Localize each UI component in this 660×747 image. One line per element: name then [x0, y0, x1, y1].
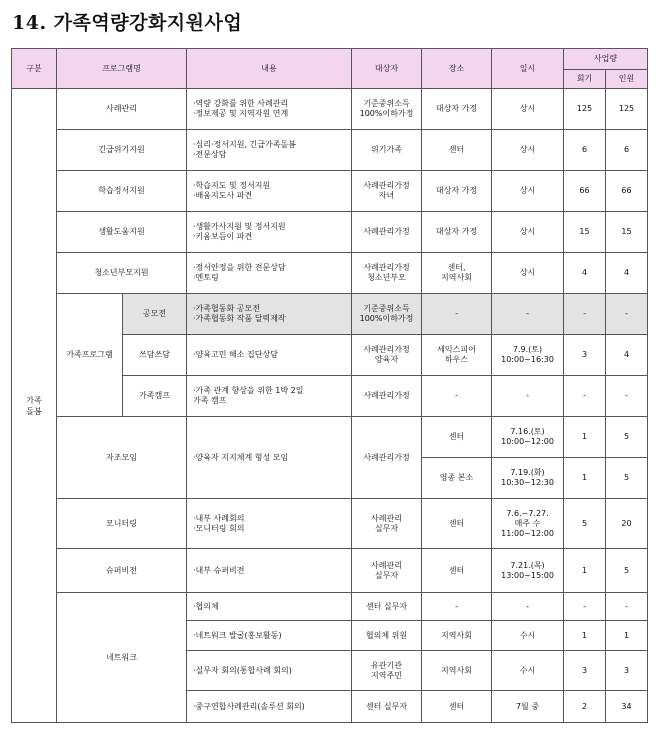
- program-name: 청소년부모지원: [57, 253, 187, 294]
- persons-cell: 125: [606, 89, 648, 130]
- table-row: [12, 212, 648, 253]
- times-cell: 1: [564, 549, 606, 593]
- content-cell: [187, 593, 352, 621]
- header-content: 내용: [187, 49, 352, 89]
- times-cell: 15: [564, 212, 606, 253]
- content-line: ·심리·정서지원, 긴급가족돌봄: [193, 140, 296, 149]
- target-cell: 기준중위소득 100%이하가정: [352, 89, 422, 130]
- times-cell: 1: [564, 621, 606, 651]
- target-cell: 위기가족: [352, 130, 422, 171]
- table-row: [12, 253, 648, 294]
- target-cell: 사례관리가정: [352, 212, 422, 253]
- content-line: ·중구연합사례관리(솔루션 회의): [193, 701, 305, 711]
- times-cell: 5: [564, 499, 606, 549]
- program-name: 네트워크: [57, 593, 187, 723]
- content-cell: [187, 89, 352, 130]
- place-cell: 대상자 가정: [422, 171, 492, 212]
- content-line: ·양육고민 해소 집단상담: [193, 350, 278, 359]
- content-line: ·전문상담: [193, 150, 227, 159]
- content-cell: [187, 651, 352, 691]
- date-cell: 7.9.(토) 10:00~16:30: [492, 335, 564, 376]
- date-cell: 7월 중: [492, 691, 564, 723]
- place-cell: 센터: [422, 499, 492, 549]
- times-cell: 2: [564, 691, 606, 723]
- place-cell: -: [422, 593, 492, 621]
- persons-cell: 34: [606, 691, 648, 723]
- content-line: ·역량 강화를 위한 사례관리: [193, 99, 289, 108]
- table-row: [12, 593, 648, 621]
- date-cell: -: [492, 294, 564, 335]
- content-line: ·생활가사지원 및 정서지원: [193, 222, 286, 231]
- target-cell: 기준중위소득 100%이하가정: [352, 294, 422, 335]
- persons-cell: 6: [606, 130, 648, 171]
- category-group-label: 가족 돌봄: [12, 89, 57, 723]
- program-table: [11, 48, 648, 723]
- persons-cell: 5: [606, 549, 648, 593]
- persons-cell: 1: [606, 621, 648, 651]
- persons-cell: 4: [606, 253, 648, 294]
- content-cell: [187, 253, 352, 294]
- content-cell: [187, 212, 352, 253]
- place-cell: 센터: [422, 417, 492, 458]
- content-line: ·모니터링 회의: [193, 523, 245, 533]
- date-cell: 7.6.~7.27. 매주 수 11:00~12:00: [492, 499, 564, 549]
- target-cell: 사례관리가정: [352, 417, 422, 499]
- content-cell: [187, 171, 352, 212]
- times-cell: 1: [564, 417, 606, 458]
- date-cell: 상시: [492, 253, 564, 294]
- times-cell: 1: [564, 458, 606, 499]
- date-cell: 7.19.(화) 10:30~12:30: [492, 458, 564, 499]
- table-row: [12, 294, 648, 335]
- header-times: 회기: [564, 70, 606, 89]
- program-name: 생활도움지원: [57, 212, 187, 253]
- header-place: 장소: [422, 49, 492, 89]
- place-cell: 센터: [422, 691, 492, 723]
- table-row: [12, 417, 648, 458]
- place-cell: 지역사회: [422, 651, 492, 691]
- place-cell: 대상자 가정: [422, 89, 492, 130]
- times-cell: -: [564, 593, 606, 621]
- target-cell: 사례관리 실무자: [352, 549, 422, 593]
- content-line: ·정서안정을 위한 전문상담: [193, 263, 286, 272]
- header-persons: 인원: [606, 70, 648, 89]
- program-name: 모니터링: [57, 499, 187, 549]
- content-cell: [187, 294, 352, 335]
- content-line: ·내부 사례회의: [193, 513, 245, 523]
- program-name: 사례관리: [57, 89, 187, 130]
- persons-cell: 5: [606, 458, 648, 499]
- times-cell: 66: [564, 171, 606, 212]
- place-cell: -: [422, 376, 492, 417]
- target-cell: 센터 실무자: [352, 691, 422, 723]
- persons-cell: -: [606, 294, 648, 335]
- date-cell: 수시: [492, 651, 564, 691]
- program-name: 긴급위기지원: [57, 130, 187, 171]
- place-cell: 센터, 지역사회: [422, 253, 492, 294]
- content-line: ·가족협동화 공모전: [193, 304, 260, 313]
- date-cell: 상시: [492, 130, 564, 171]
- table-row: [12, 89, 648, 130]
- times-cell: 4: [564, 253, 606, 294]
- content-line: ·협의체: [193, 601, 219, 611]
- persons-cell: 3: [606, 651, 648, 691]
- table-row: [12, 171, 648, 212]
- content-cell: [187, 499, 352, 549]
- target-cell: 센터 실무자: [352, 593, 422, 621]
- content-cell: [187, 335, 352, 376]
- times-cell: 6: [564, 130, 606, 171]
- content-line: ·가족협동화 작품 달력제작: [193, 314, 286, 323]
- target-cell: 사례관리 실무자: [352, 499, 422, 549]
- place-cell: -: [422, 294, 492, 335]
- table-row: [12, 549, 648, 593]
- date-cell: 상시: [492, 89, 564, 130]
- content-line: ·네트워크 발굴(홍보활동): [193, 630, 282, 640]
- content-cell: [187, 621, 352, 651]
- content-line: ·학습지도 및 정서지원: [193, 181, 271, 190]
- times-cell: 3: [564, 651, 606, 691]
- persons-cell: 15: [606, 212, 648, 253]
- date-cell: 상시: [492, 171, 564, 212]
- content-line: ·양육자 지지체계 형성 모임: [193, 452, 289, 462]
- place-cell: 지역사회: [422, 621, 492, 651]
- target-cell: 유관기관 지역주민: [352, 651, 422, 691]
- content-line: ·내부 슈퍼비전: [193, 565, 245, 575]
- date-cell: -: [492, 376, 564, 417]
- content-line: 가족 캠프: [193, 396, 227, 405]
- header-program: 프로그램명: [57, 49, 187, 89]
- content-line: ·배움지도사 파견: [193, 191, 253, 200]
- date-cell: -: [492, 593, 564, 621]
- content-line: ·실무자 회의(통합사례 회의): [193, 665, 292, 675]
- content-cell: [187, 549, 352, 593]
- target-cell: 사례관리가정 청소년부모: [352, 253, 422, 294]
- program-name: 가족캠프: [123, 376, 187, 417]
- target-cell: 사례관리가정: [352, 376, 422, 417]
- persons-cell: 20: [606, 499, 648, 549]
- date-cell: 수시: [492, 621, 564, 651]
- date-cell: 7.21.(목) 13:00~15:00: [492, 549, 564, 593]
- place-cell: 대상자 가정: [422, 212, 492, 253]
- content-line: ·정보제공 및 지역자원 연계: [193, 109, 289, 118]
- page-title: 14. 가족역량강화지원사업: [12, 12, 243, 34]
- header-category: 구분: [12, 49, 57, 89]
- place-cell: 센터: [422, 549, 492, 593]
- target-cell: 협의체 위원: [352, 621, 422, 651]
- content-cell: [187, 417, 352, 499]
- program-name: 공모전: [123, 294, 187, 335]
- persons-cell: 66: [606, 171, 648, 212]
- times-cell: -: [564, 294, 606, 335]
- header-volume: 사업량: [564, 49, 648, 70]
- place-cell: 영종 본소: [422, 458, 492, 499]
- target-cell: 사례관리가정 자녀: [352, 171, 422, 212]
- program-name: 학습정서지원: [57, 171, 187, 212]
- persons-cell: -: [606, 593, 648, 621]
- table-row: [12, 499, 648, 549]
- times-cell: 125: [564, 89, 606, 130]
- times-cell: 3: [564, 335, 606, 376]
- place-cell: 세익스피어 하우스: [422, 335, 492, 376]
- place-cell: 센터: [422, 130, 492, 171]
- content-line: ·키움보듬이 파견: [193, 232, 253, 241]
- content-cell: [187, 691, 352, 723]
- date-cell: 상시: [492, 212, 564, 253]
- content-line: ·가족 관계 향상을 위한 1박 2일: [193, 386, 304, 395]
- times-cell: -: [564, 376, 606, 417]
- header-target: 대상자: [352, 49, 422, 89]
- persons-cell: -: [606, 376, 648, 417]
- persons-cell: 4: [606, 335, 648, 376]
- family-program-label: 가족프로그램: [57, 294, 123, 417]
- content-line: ·멘토링: [193, 273, 219, 282]
- program-name: 슈퍼비전: [57, 549, 187, 593]
- persons-cell: 5: [606, 417, 648, 458]
- program-name: 자조모임: [57, 417, 187, 499]
- date-cell: 7.16.(토) 10:00~12:00: [492, 417, 564, 458]
- content-cell: [187, 130, 352, 171]
- header-date: 일시: [492, 49, 564, 89]
- target-cell: 사례관리가정 양육자: [352, 335, 422, 376]
- table-row: [12, 130, 648, 171]
- content-cell: [187, 376, 352, 417]
- program-name: 쓰담쓰담: [123, 335, 187, 376]
